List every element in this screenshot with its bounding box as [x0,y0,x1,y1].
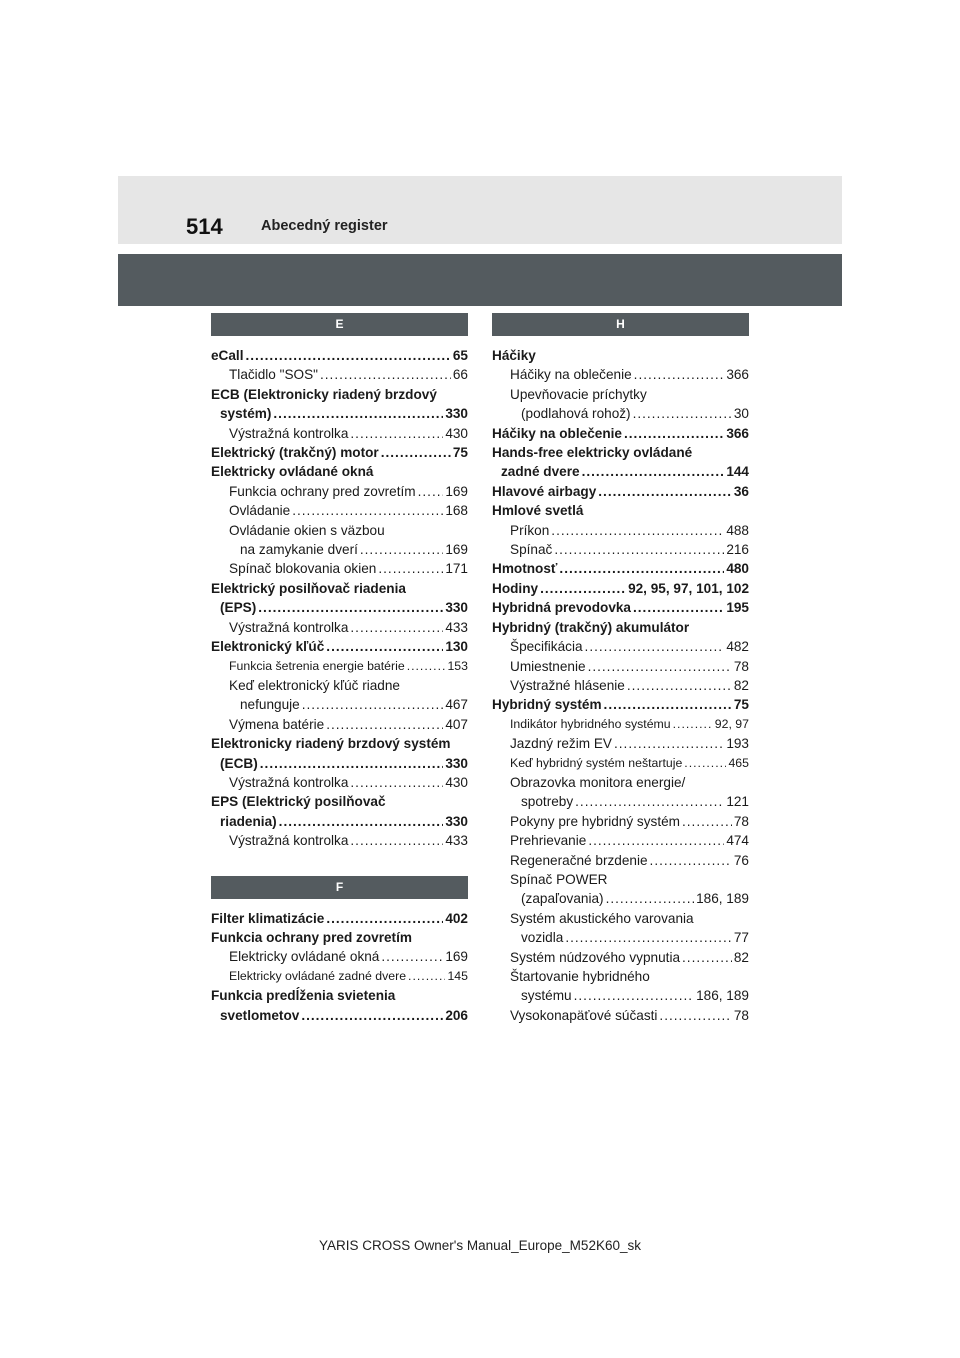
index-entry-label: na zamykanie dverí [240,542,358,558]
dot-leader [627,676,732,695]
index-entry-page[interactable]: 77 [733,930,749,946]
index-entry-label: Príkon [510,522,550,538]
dot-leader [606,889,695,908]
page-number: 514 [186,214,223,239]
index-entry-label: riadenia) [220,813,277,829]
dot-leader [381,443,451,462]
index-entry[interactable] [492,501,749,520]
index-entry[interactable] [492,792,749,811]
index-entry-label: Hands-free elektricky ovládané [492,445,693,461]
index-entry-page[interactable]: 78 [733,813,749,829]
index-entry[interactable] [492,482,749,501]
index-entry-label: Elektrický (trakčný) motor [211,445,379,461]
dot-leader [559,559,724,578]
dot-leader [350,618,443,637]
index-entry[interactable] [492,986,749,1005]
index-entry-label: Háčiky [492,348,536,363]
index-entry-label: spotreby [521,794,574,810]
index-entry[interactable] [211,637,468,656]
dot-leader [575,792,724,811]
index-entry[interactable] [211,501,468,520]
index-entry-page[interactable]: 480 [726,561,749,577]
index-entry-label: Funkcia ochrany pred zovretím [229,483,416,499]
index-entry[interactable] [492,909,749,928]
index-entry-label: Elektrický posilňovač riadenia [211,580,406,596]
dot-leader [326,637,443,656]
index-entry-page[interactable]: 171 [445,561,468,577]
index-entry[interactable] [492,365,749,384]
dot-leader [682,948,732,967]
index-entry-page[interactable]: 30 [733,406,749,422]
index-entry-page[interactable]: 366 [726,367,749,383]
index-entry-label: Upevňovacie príchytky [510,386,647,402]
index-entry-page[interactable]: 169 [445,483,468,499]
index-entry-label: Výstražné hlásenie [510,677,625,693]
index-entry[interactable] [211,424,468,443]
index-column-right [492,313,749,1025]
section-banner [118,254,842,306]
index-entry-label: Háčiky na oblečenie [492,425,622,441]
index-entry[interactable] [211,773,468,792]
index-entry-label: Keď hybridný systém neštartuje [510,755,683,770]
dot-leader [540,579,626,598]
index-entry-label: systém) [220,406,272,422]
index-entry-label: Výstražná kontrolka [229,774,349,790]
index-entry-page[interactable]: 153 [447,658,468,673]
index-entry[interactable] [492,637,749,656]
dot-leader [684,754,726,773]
index-entry-page[interactable]: 76 [733,852,749,868]
dot-leader [624,424,724,443]
index-entry[interactable] [492,870,749,889]
index-entry-page[interactable]: 130 [445,639,468,655]
index-entry[interactable] [492,676,749,695]
index-entry[interactable] [211,521,468,540]
index-entry-page[interactable]: 78 [733,1007,749,1023]
dot-leader [633,404,732,423]
index-entry[interactable] [211,385,468,404]
dot-leader [246,346,451,365]
index-entry-label: (zapaľovania) [521,891,604,907]
index-entry[interactable] [211,695,468,714]
index-entry-label: (ECB) [220,755,258,771]
index-entry-label: Umiestnenie [510,658,586,674]
index-entry-page[interactable]: 482 [726,639,749,655]
index-entry-page[interactable]: 144 [726,464,749,480]
index-entry-page[interactable]: 168 [445,503,468,519]
dot-leader [582,462,725,481]
index-entry-label: Regeneračné brzdenie [510,852,648,868]
index-entry[interactable] [492,889,749,908]
index-entry-label: Indikátor hybridného systému [510,716,671,731]
index-entry[interactable] [211,443,468,462]
dot-leader [326,715,443,734]
index-entry[interactable] [211,346,468,365]
index-entry-page[interactable]: 330 [445,406,468,422]
dot-leader [565,928,732,947]
index-entry[interactable] [211,559,468,578]
index-entry-label: Spínač POWER [510,871,608,887]
index-entry[interactable] [492,1006,749,1025]
index-entry-label: Spínač [510,542,553,558]
index-entry-page[interactable]: 169 [445,949,468,965]
dot-leader [381,947,443,966]
index-entry-label: Výstražná kontrolka [229,619,349,635]
dot-leader [633,598,724,617]
index-entry[interactable] [492,695,749,714]
index-entry-page[interactable]: 186, 189 [696,988,749,1004]
index-entry-page[interactable]: 78 [733,658,749,674]
index-entry[interactable] [492,657,749,676]
dot-leader [258,598,443,617]
index-entry-page[interactable]: 216 [726,542,749,558]
dot-leader [350,424,443,443]
index-entry-label: nefunguje [240,697,300,713]
dot-leader [673,715,713,734]
index-entry[interactable] [492,754,749,773]
index-entry[interactable] [492,734,749,753]
index-entry[interactable] [211,754,468,773]
index-entry[interactable] [211,657,468,676]
index-entry[interactable] [211,967,468,986]
index-entry-label: zadné dvere [501,464,580,480]
index-entry-page[interactable]: 467 [445,697,468,713]
index-entry-label: Hybridná prevodovka [492,600,631,616]
dot-leader [554,540,724,559]
index-entry[interactable] [492,812,749,831]
index-entry[interactable] [211,986,468,1005]
index-entry[interactable] [211,579,468,598]
index-entry-label: Hodiny [492,580,539,596]
index-entry-label: systému [521,988,572,1004]
index-entry-label: Keď elektronický kľúč riadne [229,677,400,693]
dot-leader [650,851,732,870]
dot-leader [588,831,724,850]
index-entry-page[interactable]: 92, 97 [714,716,749,731]
index-entry-label: ECB (Elektronicky riadený brzdový [211,386,437,402]
index-entry-page[interactable]: 330 [445,813,468,829]
index-entry[interactable] [492,579,749,598]
index-entry-label: Tlačidlo "SOS" [229,367,318,383]
index-entry-label: Vysokonapäťové súčasti [510,1007,658,1023]
index-entry[interactable] [492,424,749,443]
index-entry[interactable] [492,346,749,365]
index-entry[interactable] [211,947,468,966]
index-entry-label: eCall [211,348,244,363]
index-entry-page[interactable]: 195 [726,600,749,616]
index-entry-label: EPS (Elektrický posilňovač [211,794,386,810]
index-entry-page[interactable]: 75 [733,697,749,713]
index-entry-page[interactable]: 75 [452,445,468,461]
dot-leader [350,831,443,850]
index-entry-page[interactable]: 82 [733,677,749,693]
index-entry[interactable] [211,404,468,423]
index-entry-page[interactable]: 430 [445,774,468,790]
index-entry-page[interactable]: 330 [445,755,468,771]
index-entry-page[interactable]: 206 [445,1007,468,1023]
index-entry-page[interactable]: 330 [445,600,468,616]
dot-leader [598,482,732,501]
index-entry-page[interactable]: 36 [733,483,749,499]
index-entry-label: Jazdný režim EV [510,736,612,752]
dot-leader [408,967,445,986]
index-entry-label: Hlavové airbagy [492,483,597,499]
index-entry[interactable] [211,812,468,831]
index-entry[interactable] [211,618,468,637]
dot-leader [350,773,443,792]
index-entry[interactable] [492,404,749,423]
index-entry[interactable] [492,443,749,462]
index-entry-label: (podlahová rohož) [521,406,631,422]
index-entry[interactable] [211,909,468,928]
index-entry[interactable] [211,928,468,947]
index-entry[interactable] [211,365,468,384]
index-entry-label: (EPS) [220,600,257,616]
index-entry-page[interactable]: 82 [733,949,749,965]
index-entry-label: Spínač blokovania okien [229,561,377,577]
index-entry-label: Elektronický kľúč [211,639,325,655]
dot-leader [378,559,443,578]
dot-leader [585,637,725,656]
index-entry-page[interactable]: 186, 189 [696,891,749,907]
index-entry-page[interactable]: 145 [447,968,468,983]
index-entry-page[interactable]: 366 [726,425,749,441]
dot-leader [292,501,443,520]
dot-leader [588,657,732,676]
index-entry-label: vozidla [521,930,564,946]
footer-text: YARIS CROSS Owner's Manual_Europe_M52K60_sk [319,1238,641,1253]
index-entry[interactable] [492,559,749,578]
index-entry[interactable] [211,831,468,850]
index-entry[interactable] [492,831,749,850]
header-band [118,176,842,244]
index-entry-label: Elektricky ovládané okná [211,464,374,480]
index-entry-label: Výstražná kontrolka [229,833,349,849]
index-entry-page[interactable]: 169 [445,542,468,558]
index-entry[interactable] [211,540,468,559]
dot-leader [551,521,724,540]
index-entry-page[interactable]: 474 [726,833,749,849]
section-letter-h: H [492,313,749,336]
index-entry-label: svetlometov [220,1007,300,1023]
section-letter-f: F [211,876,468,899]
dot-leader [301,1006,443,1025]
index-entry-label: Pokyny pre hybridný systém [510,813,680,829]
index-entry-label: Funkcia predĺženia svietenia [211,988,396,1004]
index-entry[interactable] [211,715,468,734]
index-entry[interactable] [492,928,749,947]
section-letter-e: E [211,313,468,336]
index-entry[interactable] [492,851,749,870]
dot-leader [659,1006,731,1025]
index-entry-label: Elektronicky riadený brzdový systém [211,736,451,752]
dot-leader [260,754,444,773]
index-entry-label: Výstražná kontrolka [229,425,349,441]
dot-leader [279,812,444,831]
index-entry-label: Hybridný (trakčný) akumulátor [492,619,690,635]
dot-leader [574,986,694,1005]
index-entry[interactable] [211,676,468,695]
index-entry[interactable] [492,521,749,540]
dot-leader [360,540,443,559]
index-entry-page[interactable]: 402 [445,910,468,926]
index-entry[interactable] [492,948,749,967]
index-entry-label: Hmlové svetlá [492,503,584,519]
index-entry-label: Obrazovka monitora energie/ [510,774,686,790]
dot-leader [682,812,732,831]
index-entry[interactable] [492,598,749,617]
index-entry-page[interactable]: 433 [445,619,468,635]
index-entry[interactable] [492,773,749,792]
index-entry-label: Funkcia šetrenia energie batérie [229,658,405,673]
index-entry[interactable] [211,734,468,753]
index-entry[interactable] [492,715,749,734]
index-entry-label: Elektricky ovládané zadné dvere [229,968,407,983]
index-entry-page[interactable]: 66 [452,367,468,383]
dot-leader [604,695,732,714]
dot-leader [407,657,446,676]
index-entry[interactable] [211,462,468,481]
index-entry-label: Prehrievanie [510,833,587,849]
index-entry-label: Štartovanie hybridného [510,969,650,984]
index-entry-page[interactable]: 407 [445,716,468,732]
index-entry[interactable] [211,482,468,501]
index-entry-page[interactable]: 193 [726,736,749,752]
index-entry-label: Funkcia ochrany pred zovretím [211,929,412,945]
index-entry-label: Hybridný systém [492,697,602,713]
index-entry-label: Elektricky ovládané okná [229,949,380,965]
dot-leader [418,482,444,501]
index-entry-page[interactable]: 488 [726,522,749,538]
index-entry-label: Háčiky na oblečenie [510,367,632,383]
index-entry-page[interactable]: 465 [728,755,749,770]
index-entry-page[interactable]: 430 [445,425,468,441]
section-gap [211,851,468,876]
dot-leader [326,909,443,928]
dot-leader [614,734,724,753]
dot-leader [302,695,444,714]
index-entry-label: Systém akustického varovania [510,910,694,926]
dot-leader [320,365,451,384]
index-entry[interactable] [492,385,749,404]
index-entry-label: Hmotnosť [492,561,558,577]
index-entry-page[interactable]: 121 [726,794,749,810]
index-entry[interactable] [211,1006,468,1025]
page-title: Abecedný register [261,218,388,234]
index-entry-label: Filter klimatizácie [211,910,325,926]
index-entry-label: Systém núdzového vypnutia [510,949,681,965]
index-column-left [211,313,468,1025]
index-entry[interactable] [492,967,749,986]
index-entry-page[interactable]: 65 [452,348,468,363]
index-entry-label: Ovládanie okien s väzbou [229,522,385,538]
index-entry[interactable] [211,598,468,617]
dot-leader [634,365,725,384]
index-entry[interactable] [492,618,749,637]
index-entry-label: Špecifikácia [510,639,583,655]
index-entry[interactable] [492,540,749,559]
index-entry-page[interactable]: 433 [445,833,468,849]
index-entry[interactable] [492,462,749,481]
index-entry-label: Ovládanie [229,503,291,519]
index-entry-label: Výmena batérie [229,716,325,732]
dot-leader [273,404,443,423]
index-entry[interactable] [211,792,468,811]
index-entry-page[interactable]: 92, 95, 97, 101, 102 [628,580,749,596]
